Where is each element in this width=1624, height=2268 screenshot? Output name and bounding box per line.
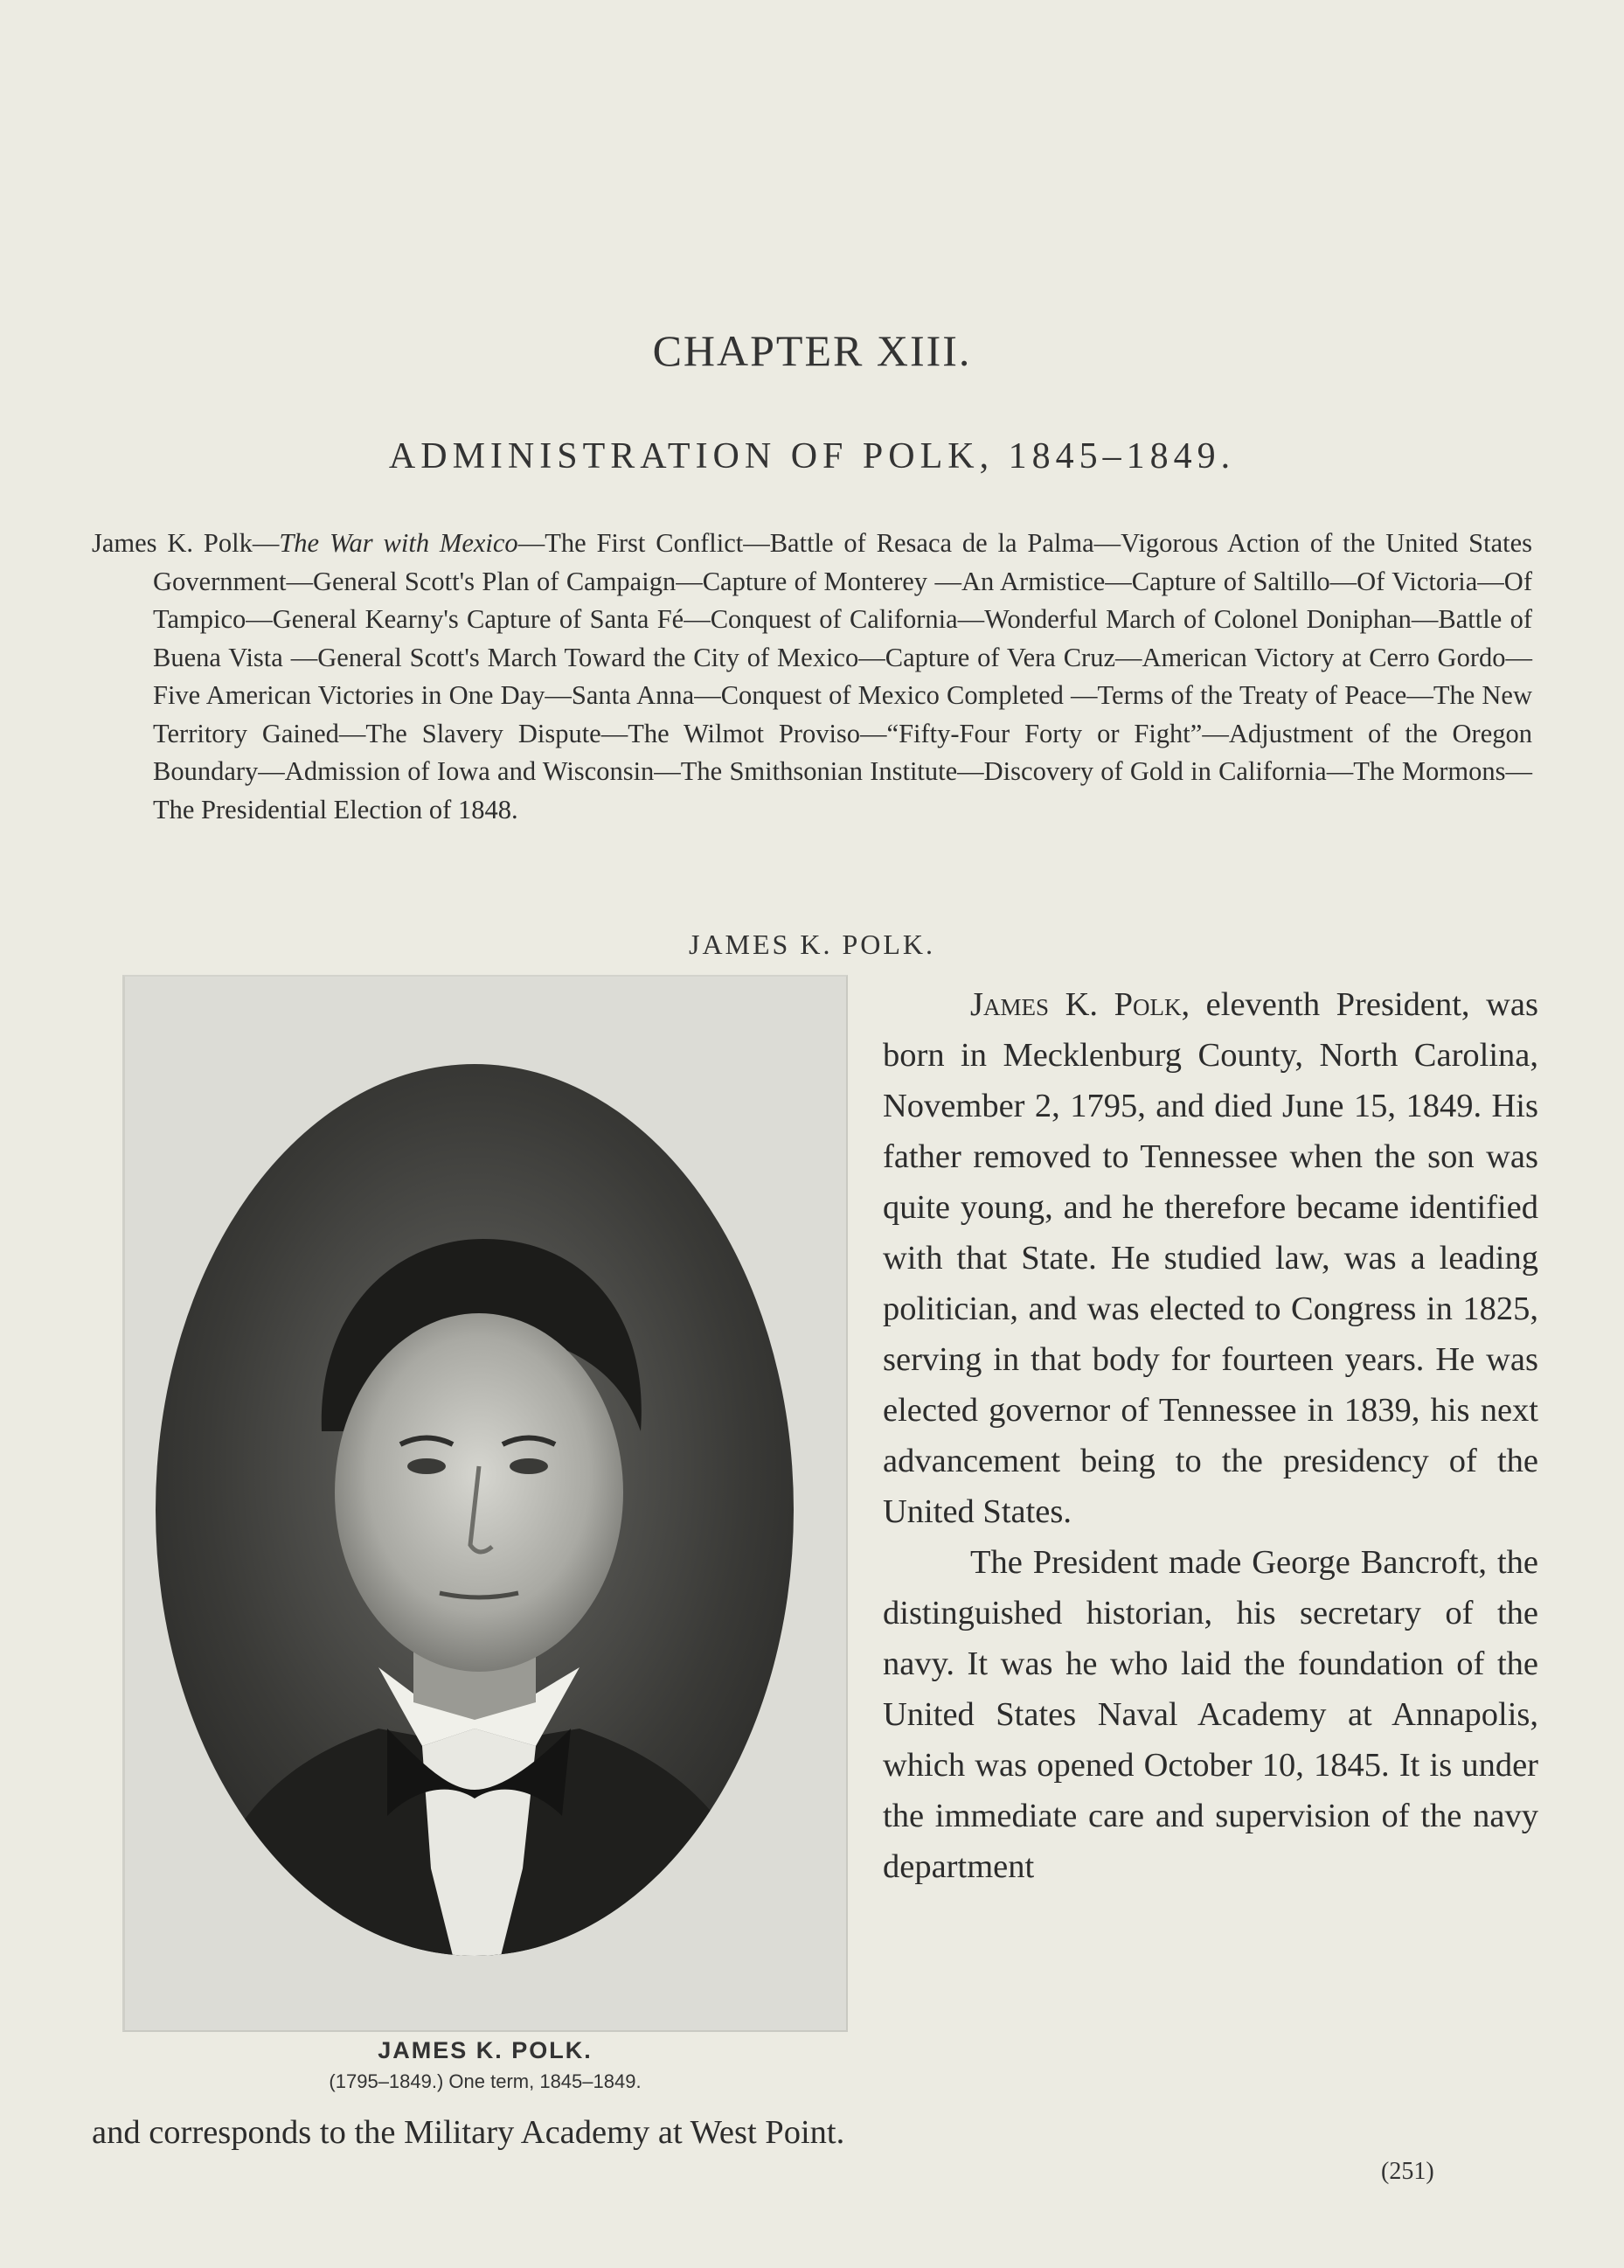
bio-paragraph-2: The President made George Bancroft, the distinguished historian, his secretary of the navy. It was he who laid the foundation of the United States Naval Academy at Annapolis, which was opened October 10, 1845. It is under the immediate care and supervision of the navy department bbox=[883, 1544, 1538, 1885]
administration-title: ADMINISTRATION OF POLK, 1845–1849. bbox=[388, 436, 1236, 477]
portrait-image bbox=[122, 975, 848, 2032]
biography-text bbox=[883, 979, 1538, 1892]
chapter-heading: CHAPTER XIII. bbox=[652, 326, 972, 375]
portrait-caption-dates: (1795–1849.) One term, 1845–1849. bbox=[329, 2070, 642, 2092]
bio-paragraph-1-text: , eleventh President, was born in Mecklenburg County, North Carolina, November 2, 1795, and died June 15, 1849. His father removed to Tennessee when the son was quite young, and he therefore became identified with that State. He studied law, was a leading politician, and was elected to Congress in 1825, serving in that body for fourteen years. He was elected governor of Tennessee in 1839, his next advancement being to the presidency of the United States. bbox=[883, 986, 1538, 1530]
section-heading: JAMES K. POLK. bbox=[688, 929, 936, 960]
chapter-summary bbox=[92, 525, 1532, 829]
portrait-illustration bbox=[125, 977, 846, 2030]
bio-lead-name: James K. Polk bbox=[970, 986, 1182, 1023]
portrait-caption-name: JAMES K. POLK. bbox=[378, 2037, 593, 2063]
page-number: (251) bbox=[1381, 2158, 1434, 2185]
bio-tail-line: and corresponds to the Military Academy at West Point. bbox=[92, 2114, 845, 2151]
summary-rest: —The First Conflict—Battle of Resaca de la Palma—Vigorous Action of the United States Government—General Scott's Plan of Campaign—Capture of Monterey —An Armistice—Capture of Saltillo—Of Victoria—Of Tampico—General Kearny's Capture of Santa Fé—Conquest of California—Wonderful March of Colonel Doniphan—Battle of Buena Vista —General Scott's March Toward the City of Mexico—Capture of Vera Cruz—American Victory at Cerro Gordo—Five American Victories in One Day—Santa Anna—Conquest of Mexico Completed —Terms of the Treaty of Peace—The New Territory Gained—The Slavery Dispute—The Wilmot Proviso—“Fifty-Four Forty or Fight”—Adjustment of the Oregon Boundary—Admission of Iowa and Wisconsin—The Smithsonian Institute—Discovery of Gold in California—The Mormons—The Presidential Election of 1848. bbox=[153, 528, 1533, 824]
summary-lead: James K. Polk— bbox=[92, 528, 280, 558]
bio-paragraph-1 bbox=[883, 979, 1538, 1537]
summary-italic: The War with Mexico bbox=[279, 528, 518, 558]
